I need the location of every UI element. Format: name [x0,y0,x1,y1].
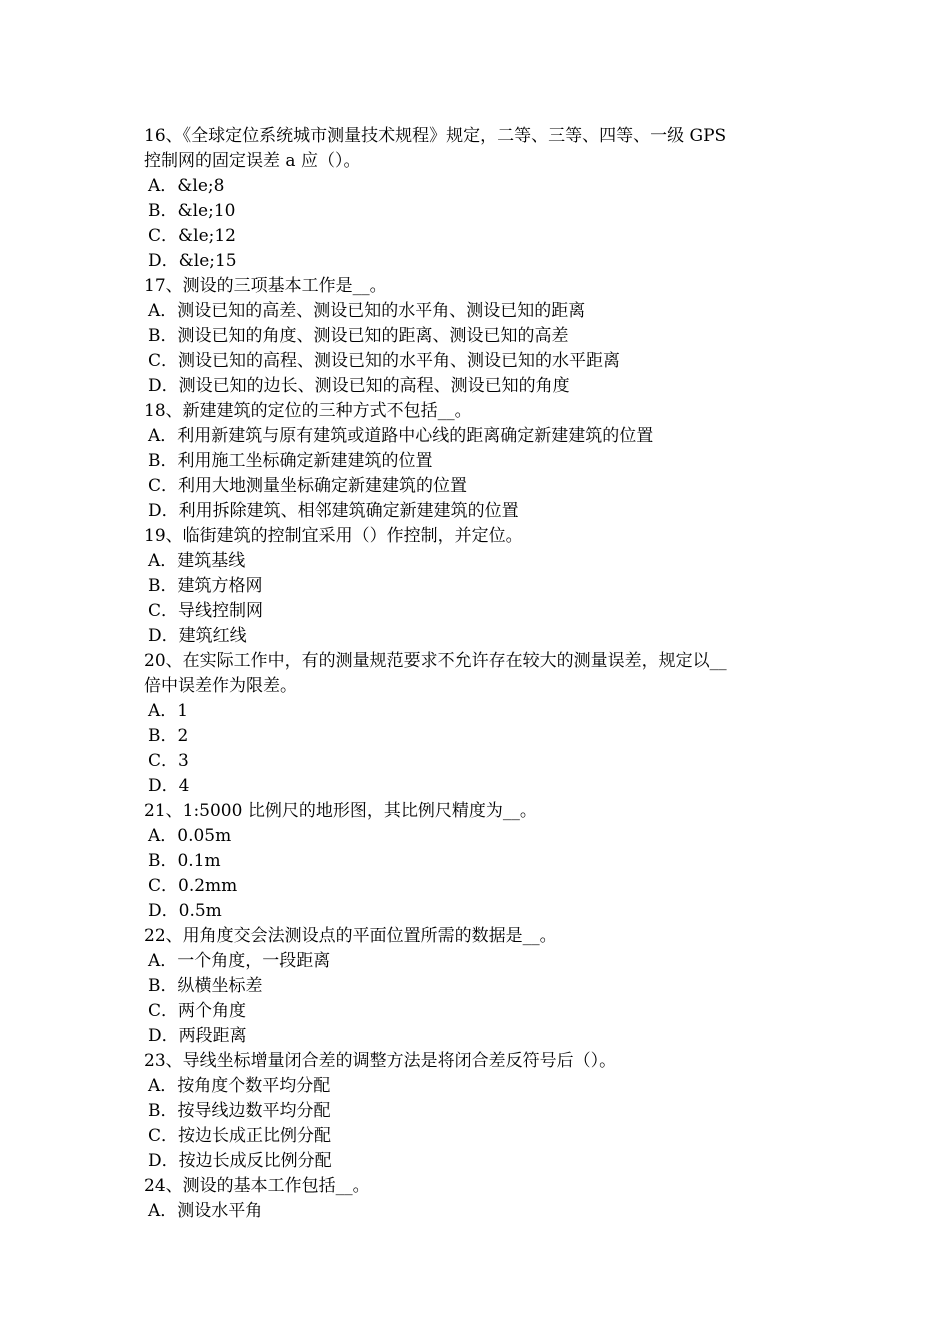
option-d: D．建筑红线 [148,626,247,646]
option-b: B．2 [148,726,189,746]
question-16 [144,124,810,274]
option-b: B．利用施工坐标确定新建建筑的位置 [148,451,433,471]
option-c: C．两个角度 [148,1001,247,1021]
question-text: 19、临街建筑的控制宜采用（）作控制，并定位。 [144,526,523,546]
question-text: 24、测设的基本工作包括__。 [144,1176,370,1196]
question-text: 23、导线坐标增量闭合差的调整方法是将闭合差反符号后（）。 [144,1051,617,1071]
option-d: D．利用拆除建筑、相邻建筑确定新建建筑的位置 [148,501,519,521]
document-page [144,124,810,1224]
option-d: D．测设已知的边长、测设已知的高程、测设已知的角度 [148,376,570,396]
question-text: 20、在实际工作中，有的测量规范要求不允许存在较大的测量误差，规定以__ [144,651,727,671]
option-a: A．0.05m [148,826,232,846]
option-b: B．建筑方格网 [148,576,263,596]
question-text: 21、1:5000 比例尺的地形图，其比例尺精度为__。 [144,801,537,821]
option-a: A．&le;8 [148,176,225,196]
question-24 [144,1174,810,1224]
option-a: A．建筑基线 [148,551,246,571]
question-text: 倍中误差作为限差。 [144,676,297,696]
question-22 [144,924,810,1049]
question-20 [144,649,810,799]
question-text: 控制网的固定误差 a 应（）。 [144,151,361,171]
option-a: A．一个角度，一段距离 [148,951,331,971]
option-b: B．0.1m [148,851,221,871]
option-d: D．两段距离 [148,1026,247,1046]
option-b: B．测设已知的角度、测设已知的距离、测设已知的高差 [148,326,569,346]
option-b: B．按导线边数平均分配 [148,1101,331,1121]
option-c: C．按边长成正比例分配 [148,1126,332,1146]
option-a: A．1 [148,701,189,721]
option-d: D．4 [148,776,190,796]
option-b: B．纵横坐标差 [148,976,263,996]
option-d: D．0.5m [148,901,222,921]
question-18 [144,399,810,524]
question-text: 16、《全球定位系统城市测量技术规程》规定，二等、三等、四等、一级 GPS [144,126,727,146]
option-c: C．利用大地测量坐标确定新建建筑的位置 [148,476,468,496]
option-a: A．利用新建筑与原有建筑或道路中心线的距离确定新建建筑的位置 [148,426,654,446]
option-c: C．3 [148,751,189,771]
question-19 [144,524,810,649]
option-a: A．测设已知的高差、测设已知的水平角、测设已知的距离 [148,301,586,321]
question-text: 18、新建建筑的定位的三种方式不包括__。 [144,401,472,421]
question-text: 17、测设的三项基本工作是__。 [144,276,387,296]
option-c: C．&le;12 [148,226,236,246]
question-23 [144,1049,810,1174]
option-c: C．测设已知的高程、测设已知的水平角、测设已知的水平距离 [148,351,621,371]
option-a: A．按角度个数平均分配 [148,1076,331,1096]
option-d: D．&le;15 [148,251,237,271]
option-b: B．&le;10 [148,201,236,221]
option-a: A．测设水平角 [148,1201,263,1221]
option-d: D．按边长成反比例分配 [148,1151,332,1171]
option-c: C．0.2mm [148,876,238,896]
question-17 [144,274,810,399]
question-21 [144,799,810,924]
option-c: C．导线控制网 [148,601,264,621]
question-text: 22、用角度交会法测设点的平面位置所需的数据是__。 [144,926,557,946]
